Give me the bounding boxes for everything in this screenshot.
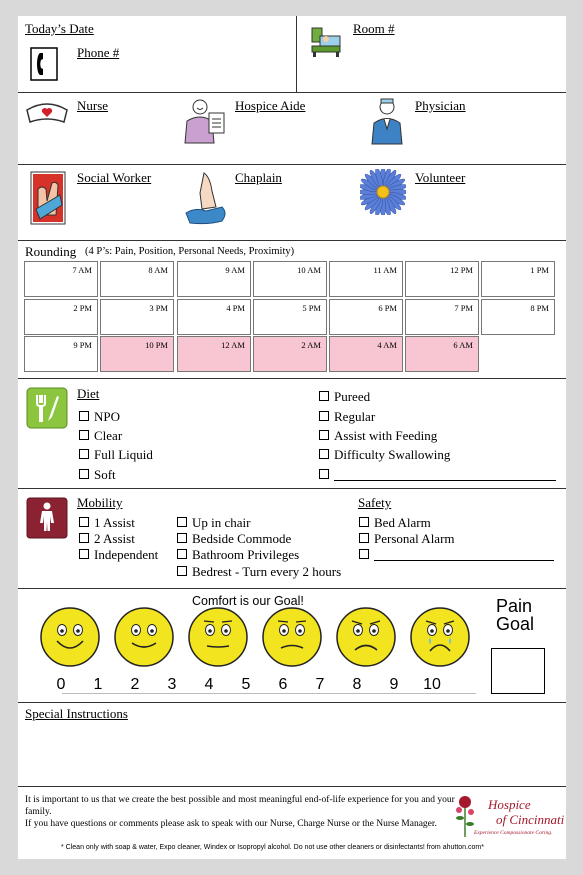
checkbox[interactable] [319,469,329,479]
pain-face-icon [334,605,398,669]
checkbox[interactable] [359,533,369,543]
social-worker-icon [30,171,66,225]
pain-scale-number: 3 [167,676,177,693]
hospice-tagline: Experience Compassionate Caring. [474,830,553,836]
pain-scale-number: 2 [130,676,140,693]
rounding-slot[interactable]: 8 PM [481,299,555,335]
checkbox[interactable] [79,549,89,559]
pain-goal-line-1: Pain [496,596,533,616]
checkbox[interactable] [79,533,89,543]
special-instructions-title: Special Instructions [25,706,128,721]
nurse-label[interactable]: Nurse [77,98,109,113]
pain-goal-box[interactable] [491,648,545,694]
rounding-slot[interactable]: 4 PM [177,299,251,335]
mobility-option-up-in-chair[interactable] [177,515,250,531]
safety-title: Safety [358,495,392,510]
diet-option-label: NPO [94,409,121,424]
diet-option-full-liquid[interactable] [79,447,153,463]
pain-scale-number: 1 [93,676,103,693]
diet-option-npo[interactable] [79,409,120,425]
safety-option-other[interactable] [359,547,554,563]
diet-option-label: Clear [94,428,123,443]
checkbox[interactable] [319,449,329,459]
special-instructions-section [18,702,566,787]
mobility-option-label: Independent [94,547,159,562]
pain-goal-line-2: Goal [496,614,535,634]
todays-date-label[interactable]: Today’s Date [25,21,94,36]
mobility-title: Mobility [77,495,123,510]
diet-option-label: Soft [94,467,116,482]
footer-section [18,786,566,860]
footer-text-line-2: If you have questions or comments please ask to speak with our Nurse, Charge Nurse or the Nurse Manager. [25,819,437,829]
rounding-slot[interactable]: 6 PM [329,299,403,335]
mobility-option-independent[interactable] [79,547,158,563]
checkbox[interactable] [177,566,187,576]
rounding-slot[interactable]: 12 AM [177,336,251,372]
safety-other-blank[interactable] [374,549,554,561]
rounding-slot[interactable]: 12 PM [405,261,479,297]
checkbox[interactable] [79,411,89,421]
checkbox[interactable] [177,549,187,559]
rounding-slot[interactable]: 7 PM [405,299,479,335]
diet-option-label: Regular [334,409,376,424]
mobility-option-2-assist[interactable] [79,531,135,547]
header-section [18,16,566,92]
rounding-slot[interactable]: 6 AM [405,336,479,372]
hospital-bed-icon [308,26,344,58]
room-label[interactable]: Room # [353,21,395,36]
mobility-option-label: 2 Assist [94,531,135,546]
pain-face-icon [260,605,324,669]
pain-face-icon [408,605,472,669]
rounding-slot[interactable]: 5 PM [253,299,327,335]
volunteer-label[interactable]: Volunteer [415,170,466,185]
header-divider [296,16,297,92]
scale-line [62,693,476,694]
rounding-slot[interactable]: 9 PM [24,336,98,372]
rounding-slot[interactable]: 3 PM [100,299,174,335]
aster-flower-icon [360,169,406,215]
diet-other-blank[interactable] [334,469,556,481]
checkbox[interactable] [177,517,187,527]
diet-option-assist-feeding[interactable] [319,428,437,444]
diet-option-label: Full Liquid [94,447,153,462]
rounding-slot[interactable]: 2 AM [253,336,327,372]
safety-option-label: Bed Alarm [374,515,431,530]
safety-option-label: Personal Alarm [374,531,455,546]
rounding-slot[interactable]: 10 PM [100,336,174,372]
rounding-section [18,240,566,379]
checkbox[interactable] [359,549,369,559]
diet-option-regular[interactable] [319,409,375,425]
mobility-option-label: 1 Assist [94,515,135,530]
diet-option-label: Difficulty Swallowing [334,447,451,462]
physician-label[interactable]: Physician [415,98,466,113]
pain-scale-number: 10 [423,676,441,693]
rounding-slot[interactable]: 4 AM [329,336,403,372]
pain-face-icon [186,605,250,669]
care-team-row-2 [18,164,566,241]
mobility-option-bedside-commode[interactable] [177,531,291,547]
hospice-aide-icon [182,97,228,145]
rounding-subtitle: (4 P’s: Pain, Position, Personal Needs, Proximity) [85,246,295,257]
pain-scale-number: 4 [204,676,214,693]
mobility-section [18,488,566,589]
diet-option-label: Pureed [334,389,371,404]
checkbox[interactable] [319,411,329,421]
checkbox[interactable] [319,430,329,440]
rounding-slot[interactable]: 7 AM [24,261,98,297]
praying-hands-icon [182,169,230,227]
pain-face-icon [38,605,102,669]
mobility-option-1-assist[interactable] [79,515,135,531]
fork-knife-icon [26,387,68,429]
rounding-slot[interactable]: 8 AM [100,261,174,297]
safety-option-bed-alarm[interactable] [359,515,431,531]
checkbox[interactable] [79,469,89,479]
rounding-slot[interactable]: 11 AM [329,261,403,297]
diet-option-clear[interactable] [79,428,122,444]
pain-scale-number: 5 [241,676,251,693]
checkbox[interactable] [79,517,89,527]
pain-scale-number: 6 [278,676,288,693]
rose-logo-icon [454,794,476,838]
pain-scale-number: 9 [389,676,399,693]
mobility-option-label: Up in chair [192,515,251,530]
diet-option-difficulty-swallowing[interactable] [319,447,450,463]
phone-icon [30,47,58,81]
hospice-logo-line-2: of Cincinnati [496,812,565,827]
social-worker-label[interactable]: Social Worker [77,170,152,185]
care-team-row-1 [18,92,566,165]
mobility-option-label: Bedrest - Turn every 2 hours [192,564,342,579]
rounding-slot[interactable]: 9 AM [177,261,251,297]
chaplain-label[interactable]: Chaplain [235,170,282,185]
checkbox[interactable] [79,449,89,459]
safety-option-personal-alarm[interactable] [359,531,455,547]
special-instructions-area[interactable] [22,725,562,783]
mobility-option-bedrest[interactable] [177,564,341,580]
checkbox[interactable] [177,533,187,543]
whiteboard-sheet [18,16,566,859]
diet-section [18,378,566,489]
walking-person-icon [26,497,68,539]
checkbox[interactable] [79,430,89,440]
pain-scale-number: 0 [56,676,66,693]
comfort-title: Comfort is our Goal! [192,594,304,608]
mobility-option-bathroom-privileges[interactable] [177,547,299,563]
checkbox[interactable] [359,517,369,527]
diet-title: Diet [77,386,100,401]
checkbox[interactable] [319,391,329,401]
footer-text-line-1: It is important to us that we create the best possible and most meaningful end-of-life experience for you and your family. [25,795,455,817]
diet-option-other[interactable] [319,467,556,483]
mobility-option-label: Bedside Commode [192,531,292,546]
hospice-logo-line-1: Hospice [488,797,531,812]
hospice-aide-label[interactable]: Hospice Aide [235,98,306,113]
rounding-slot[interactable]: 1 PM [481,261,555,297]
diet-option-soft[interactable] [79,467,116,483]
physician-icon [370,97,404,145]
phone-label[interactable]: Phone # [77,45,120,60]
rounding-slot[interactable]: 10 AM [253,261,327,297]
rounding-title: Rounding [25,244,77,259]
pain-face-icon [112,605,176,669]
cleaning-note: * Clean only with soap & water, Expo cleaner, Windex or Isopropyl alcohol. Do not use other cleaners or disinfectants! from ahutton.com* [61,844,484,851]
nurse-cap-icon [24,100,70,126]
pain-scale-number: 7 [315,676,325,693]
comfort-section [18,588,566,703]
diet-option-label: Assist with Feeding [334,428,438,443]
mobility-option-label: Bathroom Privileges [192,547,300,562]
diet-option-pureed[interactable] [319,389,370,405]
pain-scale-number: 8 [352,676,362,693]
rounding-slot[interactable]: 2 PM [24,299,98,335]
